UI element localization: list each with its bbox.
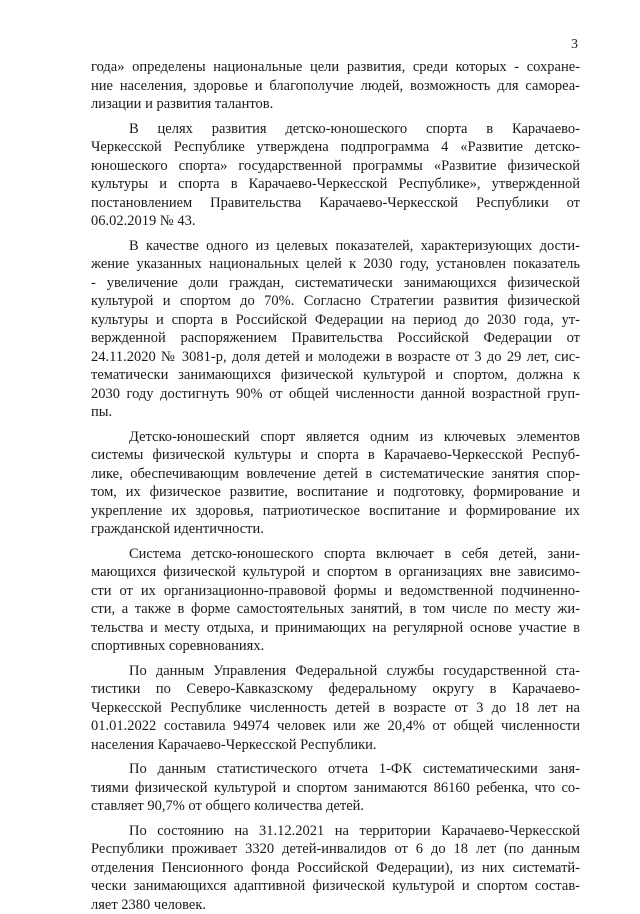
paragraph-line: чески занимающихся адаптивной физической культурой и спортом состав- [91, 877, 580, 896]
paragraph-line: ние населения, здоровье и благополучие людей, возможность для самореа- [91, 77, 580, 96]
paragraph-line: тистики по Северо-Кавказскому федеральному округу в Карачаево- [91, 680, 580, 699]
paragraph-line: Система детско-юношеского спорта включает в себя детей, зани- [91, 545, 580, 564]
paragraph-line: культуры и спорта в Российской Федерации на период до 2030 года, ут- [91, 311, 580, 330]
paragraph-line: постановлением Правительства Карачаево-Черкесской Республики от [91, 194, 580, 213]
page-number: 3 [571, 36, 578, 54]
paragraph-line: Черкесской Республике утверждена подпрограмма 4 «Развитие детско- [91, 138, 580, 157]
paragraph-line: ляет 2380 человек. [91, 896, 580, 914]
paragraph-line: гражданской идентичности. [91, 520, 580, 539]
paragraph-line: юношеского спорта» государственной программы «Развитие физической [91, 157, 580, 176]
paragraph-line: 24.11.2020 № 3081-р, доля детей и молодежи в возрасте от 3 до 29 лет, сис- [91, 348, 580, 367]
paragraph-line: мающихся физической культурой и спортом в организациях вне зависимо- [91, 563, 580, 582]
paragraph-line: Черкесской Республике численность детей в возрасте от 3 до 18 лет на [91, 699, 580, 718]
paragraph-line: укрепление их здоровья, патриотическое воспитание и формирование их [91, 502, 580, 521]
paragraph-line: вержденной распоряжением Правительства Российской Федерации от [91, 329, 580, 348]
paragraph-line: По данным Управления Федеральной службы государственной ста- [91, 662, 580, 681]
paragraph-line: пы. [91, 403, 580, 422]
paragraph-line: отделения Пенсионного фонда Российской Федерации), из них систематй- [91, 859, 580, 878]
paragraph-line: сти, а также в форме самостоятельных занятий, в том числе по месту жи- [91, 600, 580, 619]
paragraph-line: 01.01.2022 составила 94974 человек или же 20,4% от общей численности [91, 717, 580, 736]
paragraph [91, 58, 580, 114]
paragraph-line: спортивных соревнованиях. [91, 637, 580, 656]
paragraph-line: тематически занимающихся физической культурой и спортом, должна к [91, 366, 580, 385]
paragraph-line: ставляет 90,7% от общего количества детей. [91, 797, 580, 816]
paragraph-line: лике, обеспечивающим вовлечение детей в систематические занятия спор- [91, 465, 580, 484]
paragraph-line: В целях развития детско-юношеского спорта в Карачаево- [91, 120, 580, 139]
paragraph-line: лизации и развития талантов. [91, 95, 580, 114]
paragraph-line: По данным статистического отчета 1-ФК систематическими заня- [91, 760, 580, 779]
paragraph [91, 822, 580, 914]
paragraph [91, 237, 580, 422]
paragraph-line: 2030 году достигнуть 90% от общей численности данной возрастной груп- [91, 385, 580, 404]
paragraph-line: Детско-юношеский спорт является одним из ключевых элементов [91, 428, 580, 447]
paragraph-line: культурой и спортом до 70%. Согласно Стратегии развития физической [91, 292, 580, 311]
paragraph-line: года» определены национальные цели развития, среди которых - сохране- [91, 58, 580, 77]
paragraph [91, 760, 580, 816]
paragraph-line: - увеличение доли граждан, систематически занимающихся физической [91, 274, 580, 293]
paragraph-line: жение указанных национальных целей к 2030 году, установлен показатель [91, 255, 580, 274]
paragraph-line: Республики проживает 3320 детей-инвалидов от 6 до 18 лет (по данным [91, 840, 580, 859]
paragraph-line: тельства и месту отдыха, и принимающих на регулярной основе участие в [91, 619, 580, 638]
paragraph-line: сти от их организационно-правовой формы и ведомственной подчиненно- [91, 582, 580, 601]
paragraph-line: культуры и спорта в Карачаево-Черкесской Республике», утвержденной [91, 175, 580, 194]
paragraph-line: системы физической культуры и спорта в Карачаево-Черкесской Респуб- [91, 446, 580, 465]
paragraph [91, 428, 580, 539]
paragraph-line: тиями физической культурой и спортом занимаются 86160 ребенка, что со- [91, 779, 580, 798]
paragraph-line: населения Карачаево-Черкесской Республики. [91, 736, 580, 755]
paragraph [91, 545, 580, 656]
paragraph [91, 120, 580, 231]
paragraph-line: По состоянию на 31.12.2021 на территории Карачаево-Черкесской [91, 822, 580, 841]
paragraph [91, 662, 580, 755]
paragraph-line: том, их физическое развитие, воспитание и подготовку, формирование и [91, 483, 580, 502]
paragraph-line: 06.02.2019 № 43. [91, 212, 580, 231]
paragraph-line: В качестве одного из целевых показателей, характеризующих дости- [91, 237, 580, 256]
document-body [91, 58, 580, 914]
